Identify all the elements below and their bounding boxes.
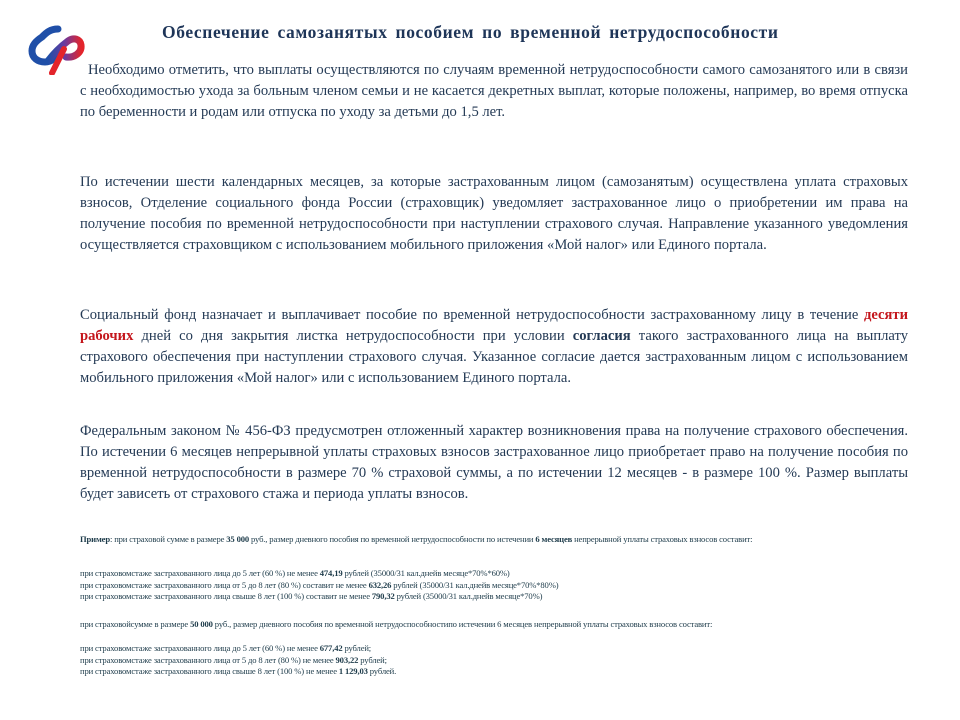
line-value: 903,22: [335, 654, 359, 665]
line-text: рублей (35000/31 кал.днейв месяце*70%): [394, 591, 543, 601]
example-2-lines: [80, 643, 920, 678]
line-text: рублей;: [342, 643, 372, 653]
line-text: при страховомстаже застрахованного лица свыше 8 лет (100 %) не менее: [80, 666, 339, 676]
line-text: при страховомстаже застрахованного лица от 5 до 8 лет (80 %) не менее: [80, 654, 336, 665]
example-2-intro: [80, 619, 920, 631]
example-1-line: [80, 568, 920, 580]
paragraph-payment: [80, 305, 908, 389]
example-1-lines: [80, 568, 920, 603]
example-1-line: [80, 580, 920, 592]
paragraph-notification: По истечении шести календарных месяцев, за которые застрахованным лицом (самозанятым) осуществлена уплата страховых взносов, Отделение социального фонда России (страховщик) уведомляет застрахованное лицо о приобретении им права на получение пособия по временной нетрудоспособности при наступлении страхового случая. Направление указанного уведомления осуществляется страховщиком с использованием мобильного приложения «Мой налог» или Единого портала.: [80, 174, 908, 253]
line-text: при страховомстаже застрахованного лица от 5 до 8 лет (80 %) составит не менее: [80, 579, 369, 590]
paragraph-intro: Необходимо отметить, что выплаты осуществляются по случаям временной нетрудоспособности самого самозанятого или в связи с необходимостью ухода за больным членом семьи и не касается декретных выплат, которые положены, например, во время отпуска по беременности и родам или отпуска по уходу за детьми до 1,5 лет.: [80, 62, 908, 120]
line-text: рублей (35000/31 кал.днейв месяце*70%*80%): [391, 579, 559, 590]
example-1-line: [80, 591, 920, 603]
sfr-logo-icon: [28, 25, 88, 75]
paragraph-law: Федеральным законом № 456-ФЗ предусмотрен отложенный характер возникновения права на получение страхового обеспечения. По истечении 6 месяцев непрерывной уплаты страховых взносов застрахованное лицо приобретает право на получение пособия по временной нетрудоспособности в размере 70 % страховой суммы, а по истечении 12 месяцев - в размере 100 %. Размер выплаты будет зависеть от страхового стажа и периода уплаты взносов.: [80, 423, 908, 502]
line-value: 790,32: [371, 591, 395, 601]
line-value: 677,42: [319, 643, 343, 653]
p3-bold: согласия: [572, 328, 631, 344]
line-value: 632,26: [368, 579, 392, 590]
example-2-line: [80, 655, 920, 667]
page-title: Обеспечение самозанятых пособием по временной нетрудоспособности: [162, 22, 779, 42]
example-1-sum: 35 000: [226, 534, 250, 544]
example-1-intro: [80, 534, 920, 546]
p3-highlight: десяти рабочих: [80, 307, 908, 344]
line-text: при страховомстаже застрахованного лица до 5 лет (60 %) не менее: [80, 643, 320, 653]
example-2-text1: при страховойсумме в размере: [80, 619, 191, 629]
p3-part3: такого застрахованного лица на выплату страхового обеспечения при наступлении страхового случая. Указанное согласие дается застрахованным лицом с использованием мобильного приложения «Мой налог» или с использованием Единого портала.: [80, 328, 908, 386]
example-2-text2: руб., размер дневного пособия по временной нетрудоспособностипо истечении 6 месяцев непрерывной уплаты страховых взносов составит:: [212, 619, 713, 629]
example-1-text3: непрерывной уплаты страховых взносов составит:: [572, 534, 753, 544]
example-2-line: [80, 643, 920, 655]
p3-part2: дней со дня закрытия листка нетрудоспособности при условии: [133, 328, 573, 344]
line-text: рублей (35000/31 кал.днейв месяце*70%*60%): [342, 568, 510, 578]
line-text: рублей.: [367, 666, 397, 676]
example-label: Пример: [80, 534, 110, 544]
example-2-line: [80, 666, 920, 678]
line-value: 1 129,03: [338, 666, 368, 676]
line-text: при страховомстаже застрахованного лица до 5 лет (60 %) не менее: [80, 568, 320, 578]
example-1-text2: руб., размер дневного пособия по временной нетрудоспособности по истечении: [249, 534, 536, 544]
example-2-sum: 50 000: [190, 619, 213, 629]
line-value: 474,19: [319, 568, 343, 578]
example-1-text1: : при страховой сумме в размере: [109, 534, 227, 544]
example-1-months: 6 месяцев: [535, 534, 573, 544]
line-text: рублей;: [358, 654, 387, 665]
line-text: при страховомстаже застрахованного лица свыше 8 лет (100 %) составит не менее: [80, 591, 372, 601]
p3-part1: Социальный фонд назначает и выплачивает пособие по временной нетрудоспособности застрахованному лицу в течение: [80, 307, 864, 323]
